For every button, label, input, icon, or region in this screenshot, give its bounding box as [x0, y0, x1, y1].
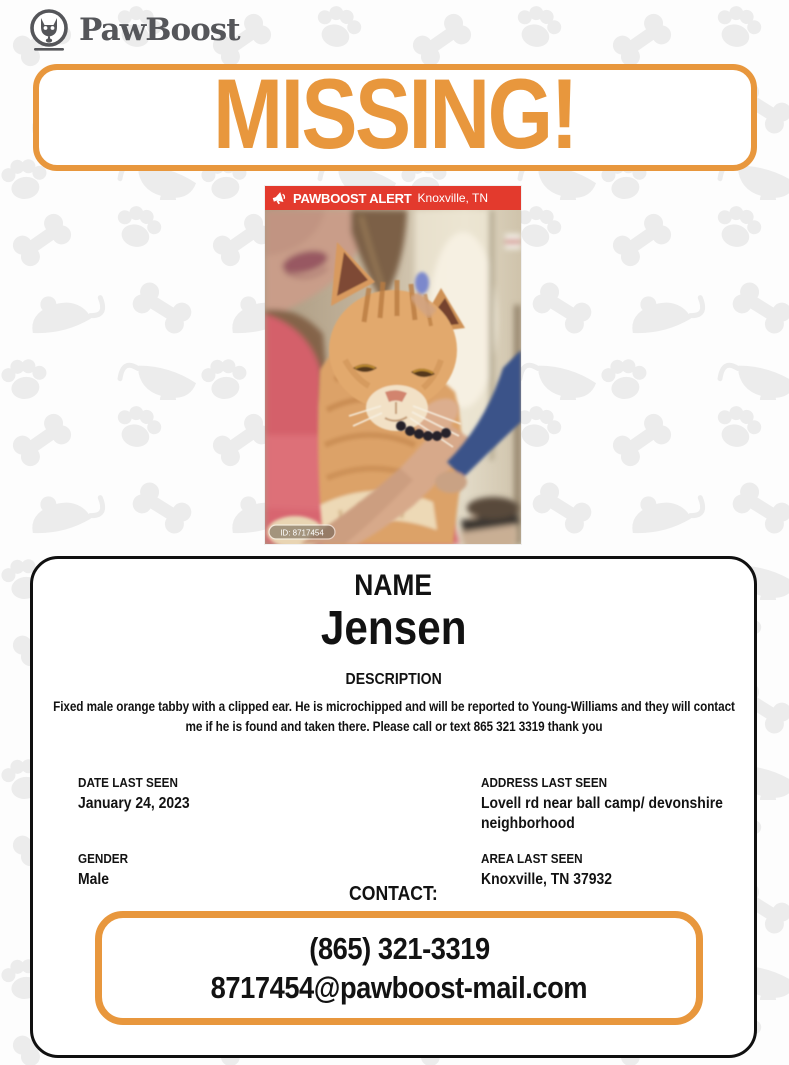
field-label: DATE LAST SEEN — [78, 775, 178, 790]
description-text: Fixed male orange tabby with a clipped ear. He is microchipped and will be reported to Young-Williams and they will contact me if he is found and taken there. Please call or text 865 321 3319 thank you — [52, 698, 735, 734]
field-value: Male — [78, 871, 110, 888]
missing-title: MISSING! — [213, 58, 577, 169]
photo-id-badge — [269, 525, 335, 539]
field-label: AREA LAST SEEN — [481, 851, 583, 866]
field-label: GENDER — [78, 851, 129, 866]
alert-banner-title: PAWBOOST ALERT — [293, 190, 412, 206]
field-value: Lovell rd near ball camp/ devonshire neighborhood — [481, 795, 723, 833]
field-value: January 24, 2023 — [78, 795, 190, 812]
missing-banner — [33, 58, 757, 171]
pet-photo — [265, 186, 521, 544]
cat-photo-illustration — [265, 210, 521, 544]
contact-phone: (865) 321-3319 — [308, 930, 490, 966]
dog-face-in-circle-icon — [28, 8, 70, 52]
logo-wordmark: PawBoost — [79, 12, 240, 48]
alert-banner — [265, 186, 521, 210]
name-heading: NAME — [354, 569, 433, 602]
contact-email: 8717454@pawboost-mail.com — [210, 969, 588, 1005]
pawboost-logo — [28, 8, 240, 52]
field-value: Knoxville, TN 37932 — [481, 871, 613, 888]
alert-banner-location: Knoxville, TN — [417, 191, 489, 205]
contact-heading: CONTACT: — [349, 883, 438, 905]
photo-id-label: ID: 8717454 — [280, 528, 324, 538]
field-label: ADDRESS LAST SEEN — [481, 775, 608, 790]
pet-name: Jensen — [320, 602, 467, 655]
megaphone-icon — [271, 190, 287, 206]
description-heading: DESCRIPTION — [345, 671, 442, 688]
field-address-last-seen — [481, 775, 754, 834]
info-card — [30, 556, 757, 1058]
contact-box — [95, 911, 703, 1025]
field-date-last-seen — [78, 775, 202, 814]
